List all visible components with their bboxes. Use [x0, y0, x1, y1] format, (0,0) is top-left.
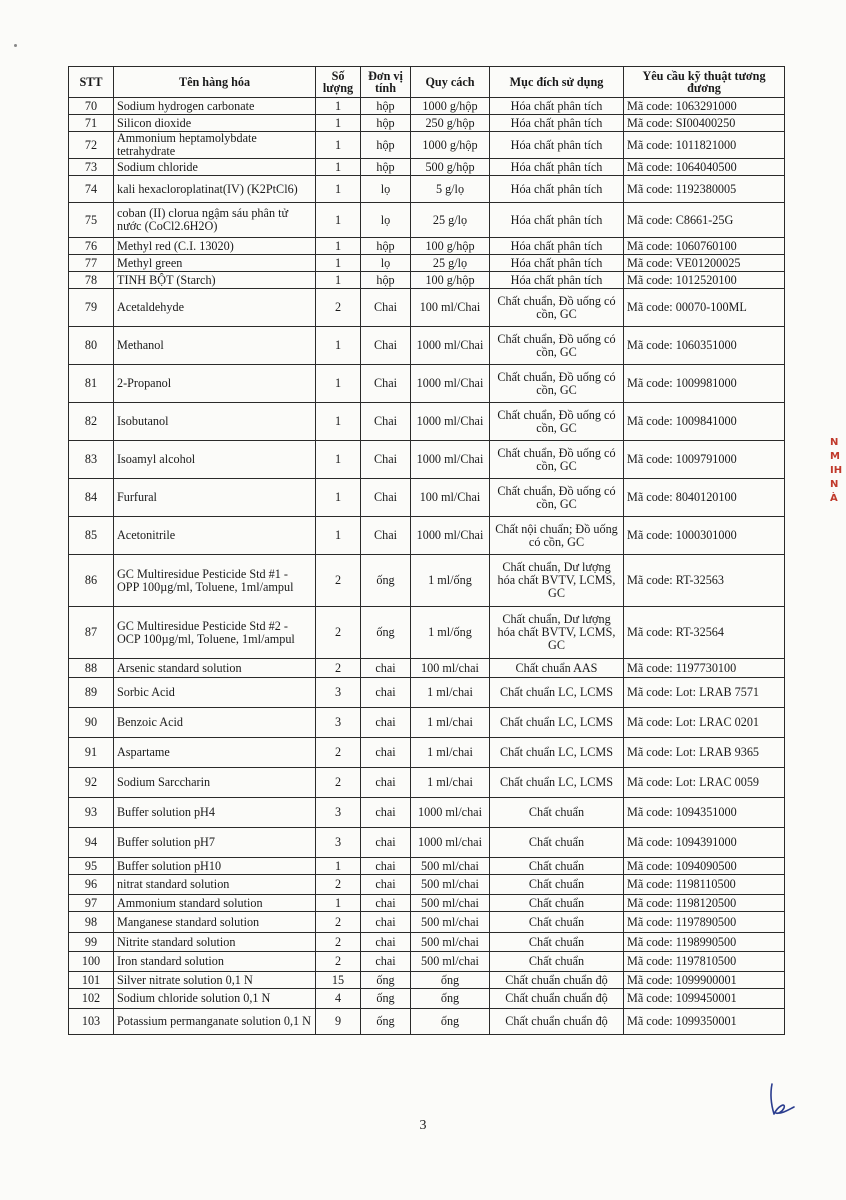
row-name: Buffer solution pH10 [114, 858, 316, 875]
table-row [69, 98, 785, 115]
row-qty: 1 [316, 479, 361, 517]
row-purpose: Chất chuẩn [490, 798, 624, 828]
row-qty: 2 [316, 289, 361, 327]
row-purpose: Chất chuẩn LC, LCMS [490, 678, 624, 708]
header-name: Tên hàng hóa [114, 67, 316, 98]
row-stt: 100 [69, 952, 114, 972]
row-qty: 3 [316, 708, 361, 738]
row-qty: 2 [316, 659, 361, 678]
row-requirement: Mã code: C8661-25G [624, 203, 785, 238]
row-spec: 25 g/lọ [411, 203, 490, 238]
row-purpose: Hóa chất phân tích [490, 115, 624, 132]
row-name: Buffer solution pH7 [114, 828, 316, 858]
row-spec: ống [411, 972, 490, 989]
row-requirement: Mã code: 1060351000 [624, 327, 785, 365]
row-spec: 100 ml/Chai [411, 289, 490, 327]
row-qty: 9 [316, 1009, 361, 1035]
row-qty: 1 [316, 159, 361, 176]
row-requirement: Mã code: 1197890500 [624, 912, 785, 933]
row-spec: 1000 ml/Chai [411, 403, 490, 441]
row-qty: 1 [316, 115, 361, 132]
table-row [69, 132, 785, 159]
row-name: 2-Propanol [114, 365, 316, 403]
row-unit: Chai [361, 327, 411, 365]
row-name: Silver nitrate solution 0,1 N [114, 972, 316, 989]
row-spec: 1 ml/chai [411, 738, 490, 768]
row-spec: 100 ml/Chai [411, 479, 490, 517]
row-purpose: Chất chuẩn chuẩn độ [490, 989, 624, 1009]
row-stt: 82 [69, 403, 114, 441]
row-unit: hộp [361, 238, 411, 255]
row-name: Buffer solution pH4 [114, 798, 316, 828]
table-row [69, 989, 785, 1009]
table-row [69, 1009, 785, 1035]
row-purpose: Chất chuẩn [490, 858, 624, 875]
row-requirement: Mã code: SI00400250 [624, 115, 785, 132]
row-stt: 85 [69, 517, 114, 555]
row-qty: 2 [316, 607, 361, 659]
row-name: Methyl green [114, 255, 316, 272]
row-purpose: Chất chuẩn, Đồ uống có cồn, GC [490, 479, 624, 517]
row-stt: 75 [69, 203, 114, 238]
table-row [69, 365, 785, 403]
row-stt: 71 [69, 115, 114, 132]
row-stt: 87 [69, 607, 114, 659]
row-spec: 5 g/lọ [411, 176, 490, 203]
row-qty: 1 [316, 858, 361, 875]
row-unit: ống [361, 607, 411, 659]
row-purpose: Hóa chất phân tích [490, 255, 624, 272]
row-purpose: Chất chuẩn [490, 828, 624, 858]
row-stt: 91 [69, 738, 114, 768]
row-requirement: Mã code: 1009981000 [624, 365, 785, 403]
table-row [69, 952, 785, 972]
row-qty: 3 [316, 798, 361, 828]
row-requirement: Mã code: 1064040500 [624, 159, 785, 176]
header-qty: Số lượng [316, 67, 361, 98]
page-number: 3 [419, 1118, 427, 1133]
row-unit: ống [361, 1009, 411, 1035]
row-spec: 250 g/hộp [411, 115, 490, 132]
row-name: Sodium Sarccharin [114, 768, 316, 798]
row-name: nitrat standard solution [114, 875, 316, 895]
row-unit: hộp [361, 132, 411, 159]
row-qty: 1 [316, 238, 361, 255]
row-stt: 79 [69, 289, 114, 327]
table-row [69, 972, 785, 989]
table-row [69, 912, 785, 933]
row-purpose: Hóa chất phân tích [490, 159, 624, 176]
table-row [69, 828, 785, 858]
row-purpose: Chất chuẩn chuẩn độ [490, 972, 624, 989]
table-row [69, 659, 785, 678]
row-stt: 103 [69, 1009, 114, 1035]
table-row [69, 272, 785, 289]
row-name: Benzoic Acid [114, 708, 316, 738]
row-unit: Chai [361, 479, 411, 517]
row-stt: 101 [69, 972, 114, 989]
row-stt: 94 [69, 828, 114, 858]
row-requirement: Mã code: 00070-100ML [624, 289, 785, 327]
row-requirement: Mã code: 1000301000 [624, 517, 785, 555]
row-name: Silicon dioxide [114, 115, 316, 132]
header-spec: Quy cách [411, 67, 490, 98]
row-name: Isobutanol [114, 403, 316, 441]
row-spec: 1000 g/hộp [411, 132, 490, 159]
table-row [69, 115, 785, 132]
row-purpose: Chất chuẩn, Đồ uống có cồn, GC [490, 289, 624, 327]
table-row [69, 708, 785, 738]
row-unit: hộp [361, 159, 411, 176]
table-row [69, 327, 785, 365]
handwritten-initial [760, 1080, 800, 1120]
row-requirement: Mã code: 1094090500 [624, 858, 785, 875]
row-stt: 97 [69, 895, 114, 912]
table-header-row [69, 67, 785, 98]
row-qty: 1 [316, 272, 361, 289]
row-qty: 2 [316, 875, 361, 895]
row-spec: ống [411, 1009, 490, 1035]
scan-speck [14, 44, 17, 47]
row-name: Sorbic Acid [114, 678, 316, 708]
row-unit: chai [361, 858, 411, 875]
row-qty: 2 [316, 738, 361, 768]
row-name: GC Multiresidue Pesticide Std #2 - OCP 100µg/ml, Toluene, 1ml/ampul [114, 607, 316, 659]
row-spec: 500 ml/chai [411, 895, 490, 912]
row-unit: chai [361, 952, 411, 972]
table-row [69, 203, 785, 238]
row-name: Furfural [114, 479, 316, 517]
row-name: kali hexacloroplatinat(IV) (K2PtCl6) [114, 176, 316, 203]
row-stt: 89 [69, 678, 114, 708]
row-name: Sodium chloride [114, 159, 316, 176]
row-unit: chai [361, 659, 411, 678]
table-row [69, 875, 785, 895]
row-spec: 500 g/hộp [411, 159, 490, 176]
row-unit: chai [361, 912, 411, 933]
row-name: Manganese standard solution [114, 912, 316, 933]
row-purpose: Hóa chất phân tích [490, 203, 624, 238]
row-requirement: Mã code: 1192380005 [624, 176, 785, 203]
header-unit: Đơn vị tính [361, 67, 411, 98]
row-purpose: Hóa chất phân tích [490, 176, 624, 203]
table-row [69, 517, 785, 555]
row-spec: 100 g/hộp [411, 238, 490, 255]
row-qty: 4 [316, 989, 361, 1009]
table-row [69, 555, 785, 607]
row-purpose: Chất chuẩn, Đồ uống có cồn, GC [490, 327, 624, 365]
table-row [69, 933, 785, 952]
row-stt: 80 [69, 327, 114, 365]
row-name: Aspartame [114, 738, 316, 768]
row-requirement: Mã code: 1198120500 [624, 895, 785, 912]
row-stt: 83 [69, 441, 114, 479]
row-name: Nitrite standard solution [114, 933, 316, 952]
row-purpose: Chất chuẩn AAS [490, 659, 624, 678]
row-name: Isoamyl alcohol [114, 441, 316, 479]
row-stt: 81 [69, 365, 114, 403]
table-row [69, 858, 785, 875]
row-unit: chai [361, 875, 411, 895]
row-requirement: Mã code: 1094391000 [624, 828, 785, 858]
row-unit: chai [361, 828, 411, 858]
table-row [69, 441, 785, 479]
row-unit: hộp [361, 98, 411, 115]
row-unit: ống [361, 555, 411, 607]
row-requirement: Mã code: RT-32564 [624, 607, 785, 659]
row-requirement: Mã code: 1012520100 [624, 272, 785, 289]
side-mark: M [830, 451, 840, 462]
table-row [69, 289, 785, 327]
side-mark: À [830, 493, 838, 504]
row-spec: 500 ml/chai [411, 912, 490, 933]
row-requirement: Mã code: 1094351000 [624, 798, 785, 828]
row-unit: chai [361, 708, 411, 738]
row-unit: chai [361, 768, 411, 798]
side-stamp-marks [830, 436, 846, 506]
row-unit: Chai [361, 517, 411, 555]
row-qty: 1 [316, 132, 361, 159]
row-stt: 98 [69, 912, 114, 933]
row-qty: 1 [316, 176, 361, 203]
side-mark: N [830, 437, 839, 448]
row-requirement: Mã code: 1009791000 [624, 441, 785, 479]
row-purpose: Chất chuẩn [490, 895, 624, 912]
row-unit: chai [361, 798, 411, 828]
row-qty: 15 [316, 972, 361, 989]
row-spec: 1 ml/chai [411, 678, 490, 708]
row-requirement: Mã code: 1009841000 [624, 403, 785, 441]
row-name: Sodium hydrogen carbonate [114, 98, 316, 115]
table-row [69, 159, 785, 176]
row-spec: 100 g/hộp [411, 272, 490, 289]
row-requirement: Mã code: 1060760100 [624, 238, 785, 255]
row-qty: 2 [316, 952, 361, 972]
row-stt: 86 [69, 555, 114, 607]
row-spec: 1 ml/chai [411, 768, 490, 798]
header-requirement: Yêu cầu kỹ thuật tương đương [624, 67, 785, 98]
row-unit: lọ [361, 255, 411, 272]
row-stt: 73 [69, 159, 114, 176]
row-purpose: Chất chuẩn LC, LCMS [490, 708, 624, 738]
row-unit: chai [361, 678, 411, 708]
row-requirement: Mã code: 1099900001 [624, 972, 785, 989]
row-unit: Chai [361, 403, 411, 441]
row-qty: 2 [316, 912, 361, 933]
row-stt: 77 [69, 255, 114, 272]
row-requirement: Mã code: 1198110500 [624, 875, 785, 895]
row-stt: 102 [69, 989, 114, 1009]
row-requirement: Mã code: RT-32563 [624, 555, 785, 607]
row-stt: 93 [69, 798, 114, 828]
row-qty: 1 [316, 517, 361, 555]
row-name: Ammonium standard solution [114, 895, 316, 912]
row-name: Acetaldehyde [114, 289, 316, 327]
row-stt: 88 [69, 659, 114, 678]
row-purpose: Chất chuẩn [490, 875, 624, 895]
row-requirement: Mã code: 1099350001 [624, 1009, 785, 1035]
row-name: Potassium permanganate solution 0,1 N [114, 1009, 316, 1035]
row-purpose: Chất chuẩn, Dư lượng hóa chất BVTV, LCMS, GC [490, 555, 624, 607]
row-spec: 1000 ml/Chai [411, 517, 490, 555]
row-name: Acetonitrile [114, 517, 316, 555]
row-requirement: Mã code: 1063291000 [624, 98, 785, 115]
header-stt: STT [69, 67, 114, 98]
row-stt: 99 [69, 933, 114, 952]
row-spec: ống [411, 989, 490, 1009]
row-spec: 1000 ml/Chai [411, 441, 490, 479]
row-requirement: Mã code: 1197730100 [624, 659, 785, 678]
row-purpose: Chất chuẩn [490, 952, 624, 972]
row-purpose: Chất nội chuẩn; Đồ uống có cồn, GC [490, 517, 624, 555]
row-qty: 2 [316, 933, 361, 952]
table-row [69, 479, 785, 517]
row-qty: 1 [316, 327, 361, 365]
row-qty: 1 [316, 403, 361, 441]
row-qty: 1 [316, 203, 361, 238]
row-purpose: Hóa chất phân tích [490, 238, 624, 255]
row-purpose: Chất chuẩn, Đồ uống có cồn, GC [490, 365, 624, 403]
row-name: coban (II) clorua ngậm sáu phân tử nước (CoCl2.6H2O) [114, 203, 316, 238]
table-row [69, 238, 785, 255]
row-spec: 1000 g/hộp [411, 98, 490, 115]
row-stt: 76 [69, 238, 114, 255]
header-purpose: Mục đích sử dụng [490, 67, 624, 98]
row-qty: 1 [316, 895, 361, 912]
row-name: Methyl red (C.I. 13020) [114, 238, 316, 255]
row-unit: ống [361, 989, 411, 1009]
row-qty: 1 [316, 98, 361, 115]
row-unit: lọ [361, 176, 411, 203]
table-row [69, 768, 785, 798]
table-row [69, 798, 785, 828]
row-qty: 2 [316, 768, 361, 798]
row-purpose: Chất chuẩn, Đồ uống có cồn, GC [490, 403, 624, 441]
row-spec: 1 ml/ống [411, 607, 490, 659]
row-name: Sodium chloride solution 0,1 N [114, 989, 316, 1009]
row-name: Ammonium heptamolybdate tetrahydrate [114, 132, 316, 159]
row-purpose: Hóa chất phân tích [490, 132, 624, 159]
side-mark: IH [830, 465, 843, 476]
row-qty: 3 [316, 678, 361, 708]
row-spec: 1 ml/ống [411, 555, 490, 607]
row-requirement: Mã code: 1011821000 [624, 132, 785, 159]
row-qty: 3 [316, 828, 361, 858]
row-unit: chai [361, 738, 411, 768]
row-stt: 84 [69, 479, 114, 517]
row-unit: hộp [361, 115, 411, 132]
row-requirement: Mã code: Lot: LRAB 9365 [624, 738, 785, 768]
table-row [69, 738, 785, 768]
row-purpose: Chất chuẩn [490, 912, 624, 933]
row-requirement: Mã code: 1197810500 [624, 952, 785, 972]
row-requirement: Mã code: 1198990500 [624, 933, 785, 952]
row-spec: 500 ml/chai [411, 952, 490, 972]
row-spec: 500 ml/chai [411, 858, 490, 875]
row-spec: 1000 ml/Chai [411, 365, 490, 403]
row-purpose: Hóa chất phân tích [490, 98, 624, 115]
row-unit: chai [361, 895, 411, 912]
row-name: TINH BỘT (Starch) [114, 272, 316, 289]
row-stt: 74 [69, 176, 114, 203]
row-name: GC Multiresidue Pesticide Std #1 - OPP 100µg/ml, Toluene, 1ml/ampul [114, 555, 316, 607]
row-name: Iron standard solution [114, 952, 316, 972]
row-stt: 70 [69, 98, 114, 115]
row-spec: 1000 ml/chai [411, 828, 490, 858]
row-qty: 1 [316, 365, 361, 403]
row-stt: 92 [69, 768, 114, 798]
row-name: Arsenic standard solution [114, 659, 316, 678]
row-stt: 72 [69, 132, 114, 159]
row-unit: Chai [361, 441, 411, 479]
goods-table [68, 66, 785, 1035]
row-spec: 1000 ml/Chai [411, 327, 490, 365]
table-row [69, 607, 785, 659]
table-row [69, 895, 785, 912]
table-row [69, 255, 785, 272]
row-requirement: Mã code: VE01200025 [624, 255, 785, 272]
row-purpose: Chất chuẩn, Dư lượng hóa chất BVTV, LCMS, GC [490, 607, 624, 659]
row-stt: 96 [69, 875, 114, 895]
row-requirement: Mã code: Lot: LRAC 0059 [624, 768, 785, 798]
row-purpose: Chất chuẩn chuẩn độ [490, 1009, 624, 1035]
row-unit: ống [361, 972, 411, 989]
row-unit: lọ [361, 203, 411, 238]
row-spec: 500 ml/chai [411, 933, 490, 952]
row-stt: 78 [69, 272, 114, 289]
row-requirement: Mã code: Lot: LRAC 0201 [624, 708, 785, 738]
row-unit: Chai [361, 289, 411, 327]
table-row [69, 678, 785, 708]
row-purpose: Chất chuẩn LC, LCMS [490, 738, 624, 768]
row-spec: 25 g/lọ [411, 255, 490, 272]
row-qty: 1 [316, 255, 361, 272]
row-purpose: Chất chuẩn, Đồ uống có cồn, GC [490, 441, 624, 479]
row-spec: 500 ml/chai [411, 875, 490, 895]
row-purpose: Chất chuẩn LC, LCMS [490, 768, 624, 798]
table-row [69, 403, 785, 441]
side-mark: N [830, 479, 839, 490]
row-name: Methanol [114, 327, 316, 365]
row-unit: chai [361, 933, 411, 952]
row-spec: 1 ml/chai [411, 708, 490, 738]
row-unit: hộp [361, 272, 411, 289]
row-requirement: Mã code: 1099450001 [624, 989, 785, 1009]
row-purpose: Hóa chất phân tích [490, 272, 624, 289]
row-qty: 2 [316, 555, 361, 607]
row-requirement: Mã code: 8040120100 [624, 479, 785, 517]
row-purpose: Chất chuẩn [490, 933, 624, 952]
row-spec: 1000 ml/chai [411, 798, 490, 828]
row-requirement: Mã code: Lot: LRAB 7571 [624, 678, 785, 708]
row-qty: 1 [316, 441, 361, 479]
row-unit: Chai [361, 365, 411, 403]
row-stt: 95 [69, 858, 114, 875]
row-spec: 100 ml/chai [411, 659, 490, 678]
table-row [69, 176, 785, 203]
row-stt: 90 [69, 708, 114, 738]
